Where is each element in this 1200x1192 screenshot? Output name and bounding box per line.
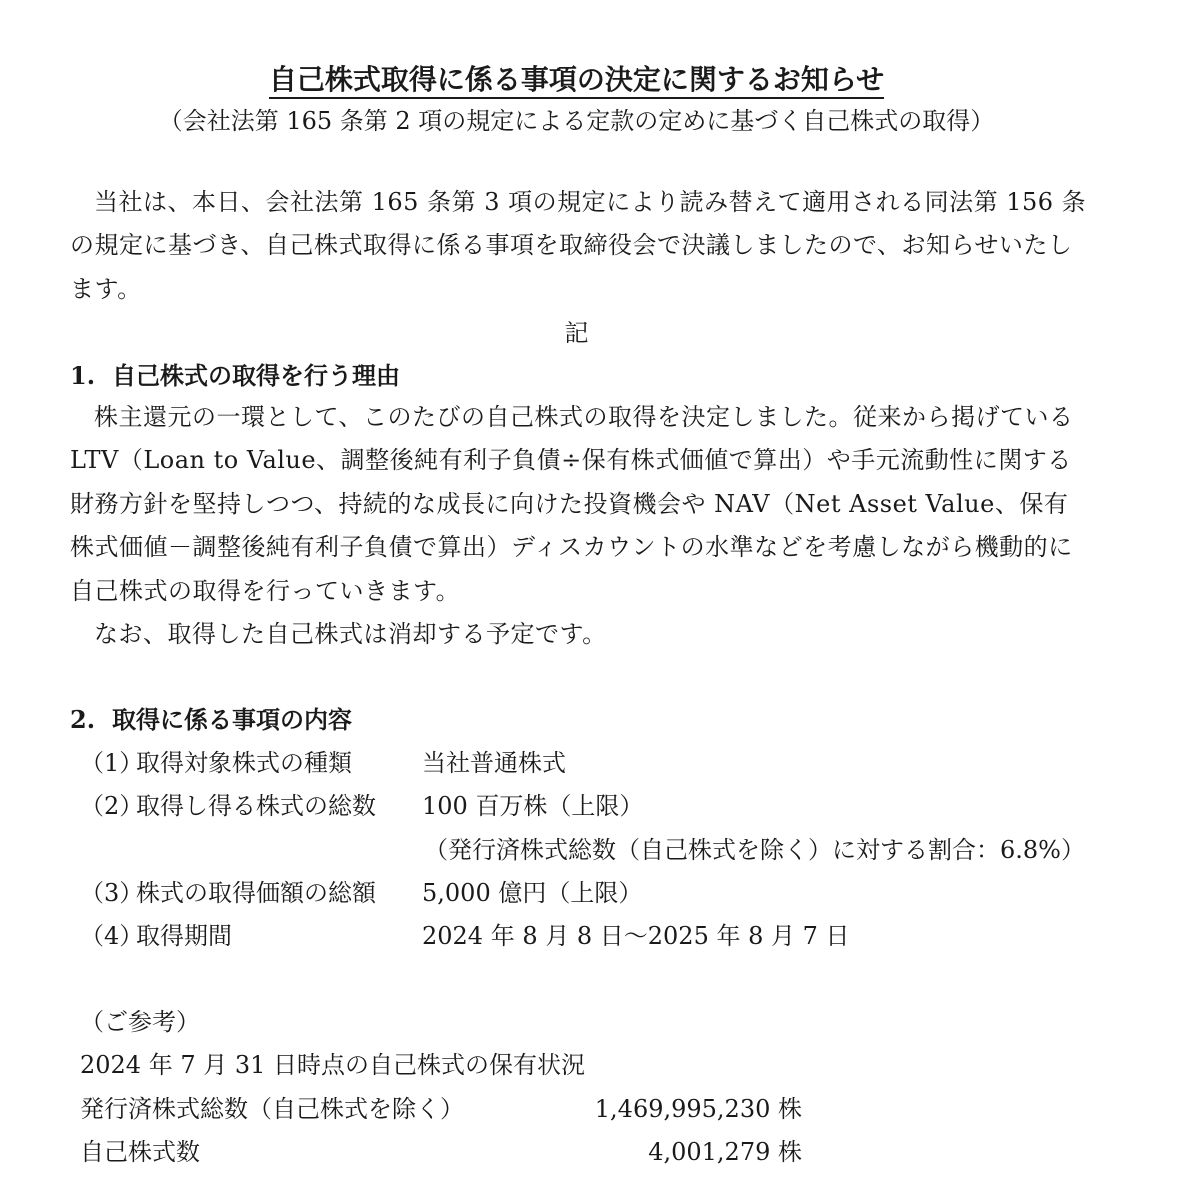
item-value: 当社普通株式 bbox=[422, 749, 566, 777]
item-value: 5,000 億円（上限） bbox=[422, 879, 643, 907]
item-row bbox=[80, 876, 642, 910]
section-1-note: なお、取得した自己株式は消却する予定です。 bbox=[94, 620, 607, 648]
reference-heading: （ご参考） bbox=[80, 1008, 200, 1036]
section-2-title: 取得に係る事項の内容 bbox=[112, 705, 352, 734]
item-value: 100 百万株（上限） bbox=[422, 792, 644, 820]
reference-value: 4,001,279 株 bbox=[648, 1138, 802, 1166]
document-subtitle: （会社法第 165 条第 2 項の規定による定款の定めに基づく自己株式の取得） bbox=[158, 107, 995, 135]
item-label: 取得期間 bbox=[136, 922, 232, 950]
item-row bbox=[80, 789, 643, 823]
item-label: 株式の取得価額の総額 bbox=[136, 879, 376, 907]
section-1-number: 1. bbox=[70, 361, 96, 390]
document-title bbox=[0, 62, 1153, 98]
reference-label: 発行済株式総数（自己株式を除く） bbox=[80, 1095, 464, 1123]
item-value: 2024 年 8 月 8 日～2025 年 8 月 7 日 bbox=[422, 922, 850, 950]
reference-label: 自己株式数 bbox=[80, 1138, 200, 1166]
item-label: 取得し得る株式の総数 bbox=[136, 792, 376, 820]
section-1-body: 株主還元の一環として、このたびの自己株式の取得を決定しました。従来から掲げているLTV（Loan to Value、調整後純有利子負債÷保有株式価値で算出）や手元流動性に関する財務方針を堅持しつつ、持続的な成長に向けた投資機会や NAV（Net Asset Value、保有株式価値－調整後純有利子負債で算出）ディスカウントの水準などを考慮しながら機動的に自己株式の取得を行っていきます。 bbox=[70, 403, 1074, 605]
section-2-heading bbox=[70, 703, 352, 737]
item-number: （1） bbox=[80, 749, 144, 777]
item-row bbox=[80, 746, 566, 780]
section-2-number: 2. bbox=[70, 705, 96, 734]
ki-marker: 記 bbox=[564, 319, 589, 347]
section-1-heading bbox=[70, 359, 400, 393]
item-number: （2） bbox=[80, 792, 144, 820]
reference-date-line: 2024 年 7 月 31 日時点の自己株式の保有状況 bbox=[80, 1051, 586, 1079]
item-label: 取得対象株式の種類 bbox=[136, 749, 352, 777]
item-sub-note: （発行済株式総数（自己株式を除く）に対する割合：6.8%） bbox=[424, 836, 1085, 864]
reference-value: 1,469,995,230 株 bbox=[594, 1095, 802, 1123]
item-number: （4） bbox=[80, 922, 144, 950]
section-1-title: 自己株式の取得を行う理由 bbox=[112, 361, 400, 390]
item-row bbox=[80, 919, 850, 953]
item-number: （3） bbox=[80, 879, 144, 907]
document-title-text: 自己株式取得に係る事項の決定に関するお知らせ bbox=[269, 63, 884, 99]
intro-paragraph: 当社は、本日、会社法第 165 条第 3 項の規定により読み替えて適用される同法第 156 条の規定に基づき、自己株式取得に係る事項を取締役会で決議しましたので、お知らせいたします。 bbox=[70, 188, 1087, 303]
